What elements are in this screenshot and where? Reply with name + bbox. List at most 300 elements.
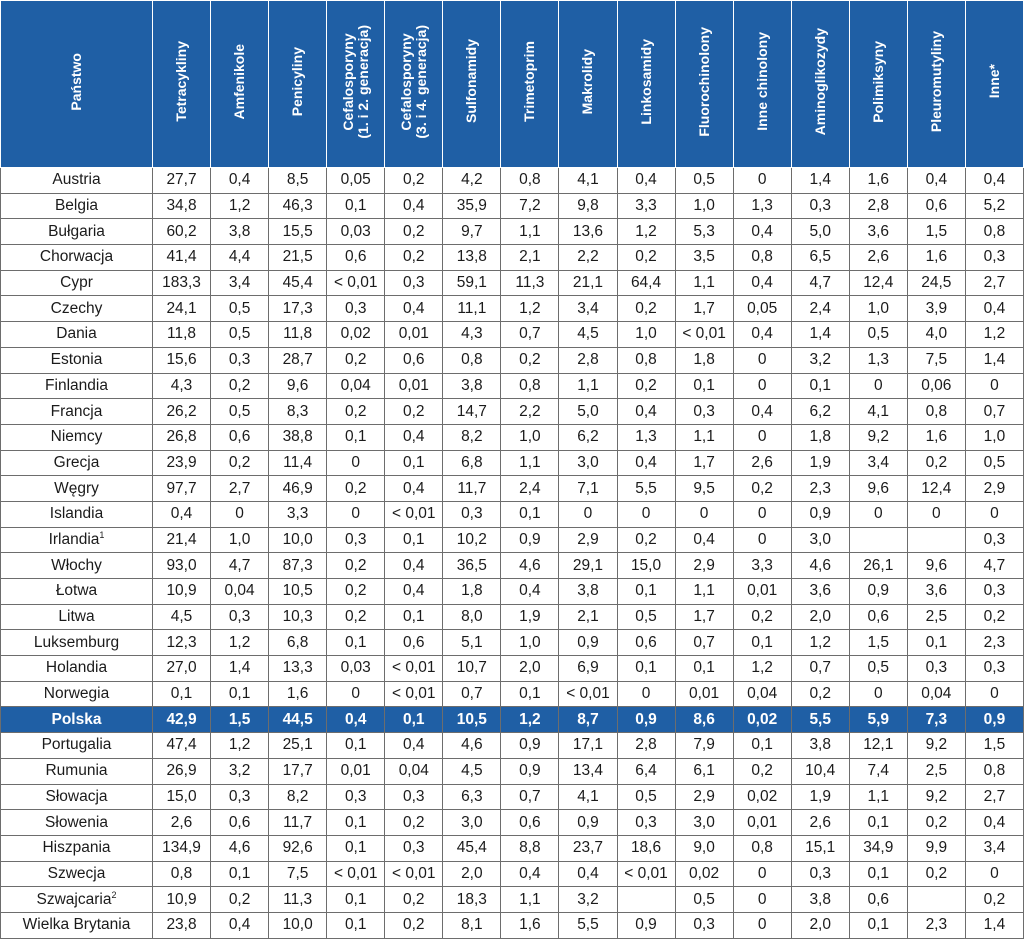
value-cell: 3,6: [849, 219, 907, 245]
value-cell: 3,3: [733, 553, 791, 579]
country-name: Niemcy: [50, 428, 103, 446]
country-cell: [1, 373, 153, 399]
table-row: [1, 476, 1024, 502]
column-header-label: Pleuromutyliny: [927, 30, 944, 133]
value-cell: 1,0: [849, 296, 907, 322]
value-cell: 0,8: [907, 399, 965, 425]
table-row: [1, 758, 1024, 784]
column-header-label: Sulfonamidy: [463, 39, 480, 124]
table-row: [1, 912, 1024, 938]
value-cell: 1,6: [269, 681, 327, 707]
country-name: Cypr: [60, 274, 93, 292]
value-cell: 11,8: [269, 322, 327, 348]
value-cell: 4,1: [849, 399, 907, 425]
value-cell: 1,0: [501, 630, 559, 656]
value-cell: 2,3: [907, 912, 965, 938]
value-cell: 28,7: [269, 347, 327, 373]
value-cell: 0,6: [849, 604, 907, 630]
value-cell: 0,3: [675, 399, 733, 425]
value-cell: 1,2: [733, 656, 791, 682]
value-cell: 0,4: [501, 579, 559, 605]
value-cell: 0,5: [617, 604, 675, 630]
country-name: Rumunia: [45, 762, 108, 780]
value-cell: 0,2: [733, 476, 791, 502]
value-cell: 4,4: [211, 245, 269, 271]
value-cell: 8,2: [443, 424, 501, 450]
value-cell: 7,1: [559, 476, 617, 502]
value-cell: 1,8: [791, 424, 849, 450]
value-cell: 0,5: [211, 399, 269, 425]
value-cell: 0,02: [327, 322, 385, 348]
value-cell: 0,2: [965, 887, 1023, 913]
value-cell: 0,9: [791, 501, 849, 527]
value-cell: 0,4: [153, 501, 211, 527]
country-cell: [1, 784, 153, 810]
value-cell: 0,5: [211, 322, 269, 348]
value-cell: < 0,01: [385, 656, 443, 682]
value-cell: 0,5: [849, 322, 907, 348]
value-cell: 4,6: [501, 553, 559, 579]
value-cell: 2,6: [849, 245, 907, 271]
value-cell: 8,8: [501, 835, 559, 861]
value-cell: 0: [675, 501, 733, 527]
table-row: [1, 630, 1024, 656]
value-cell: 3,3: [617, 193, 675, 219]
value-cell: 5,0: [791, 219, 849, 245]
value-cell: 15,0: [153, 784, 211, 810]
value-cell: 0: [327, 681, 385, 707]
value-cell: 1,4: [791, 322, 849, 348]
value-cell: 97,7: [153, 476, 211, 502]
value-cell: 0,8: [733, 245, 791, 271]
value-cell: 0,9: [849, 579, 907, 605]
value-cell: 0,9: [501, 527, 559, 553]
value-cell: 0,6: [385, 347, 443, 373]
value-cell: 15,5: [269, 219, 327, 245]
value-cell: 1,1: [675, 424, 733, 450]
country-cell: [1, 553, 153, 579]
value-cell: 0,2: [501, 347, 559, 373]
country-cell: [1, 861, 153, 887]
country-name: Estonia: [50, 351, 103, 369]
country-name: Irlandia: [48, 530, 100, 548]
country-cell: [1, 912, 153, 938]
value-cell: 0: [733, 373, 791, 399]
value-cell: 7,5: [269, 861, 327, 887]
value-cell: 13,8: [443, 245, 501, 271]
value-cell: 0: [849, 681, 907, 707]
header-row: [1, 1, 1024, 168]
value-cell: 21,1: [559, 270, 617, 296]
value-cell: 1,3: [733, 193, 791, 219]
value-cell: 183,3: [153, 270, 211, 296]
value-cell: 0,2: [327, 553, 385, 579]
value-cell: 0: [733, 912, 791, 938]
value-cell: 0,1: [675, 656, 733, 682]
value-cell: 0,3: [211, 784, 269, 810]
column-header: [733, 1, 791, 168]
value-cell: 0,1: [501, 681, 559, 707]
country-name: Szwajcaria: [36, 890, 112, 908]
column-header-label: Inne chinolony: [753, 32, 770, 131]
country-name: Finlandia: [45, 376, 108, 394]
value-cell: 0,7: [791, 656, 849, 682]
value-cell: 0,2: [327, 476, 385, 502]
value-cell: 0,1: [327, 835, 385, 861]
value-cell: 0,1: [733, 733, 791, 759]
value-cell: 0,2: [211, 450, 269, 476]
value-cell: 4,6: [791, 553, 849, 579]
value-cell: < 0,01: [675, 322, 733, 348]
value-cell: 0,04: [907, 681, 965, 707]
value-cell: 0,05: [733, 296, 791, 322]
value-cell: 27,7: [153, 168, 211, 194]
country-cell: [1, 835, 153, 861]
value-cell: 0,5: [617, 784, 675, 810]
country-cell: [1, 399, 153, 425]
value-cell: 6,2: [791, 399, 849, 425]
value-cell: 0,02: [675, 861, 733, 887]
value-cell: 0,7: [965, 399, 1023, 425]
value-cell: 0,3: [327, 527, 385, 553]
value-cell: 0,8: [501, 168, 559, 194]
value-cell: 0: [849, 501, 907, 527]
column-header-label: Tetracykliny: [173, 41, 190, 122]
country-cell: [1, 424, 153, 450]
value-cell: 5,5: [617, 476, 675, 502]
value-cell: 0,4: [385, 579, 443, 605]
column-header-label: Aminoglikozydy: [811, 27, 828, 136]
value-cell: 11,4: [269, 450, 327, 476]
value-cell: 17,7: [269, 758, 327, 784]
value-cell: 0: [849, 373, 907, 399]
value-cell: 0,4: [617, 399, 675, 425]
value-cell: 4,2: [443, 168, 501, 194]
value-cell: 0,5: [211, 296, 269, 322]
value-cell: 7,3: [907, 707, 965, 733]
value-cell: 3,8: [791, 733, 849, 759]
value-cell: 5,9: [849, 707, 907, 733]
country-cell: [1, 707, 153, 733]
table-row: [1, 322, 1024, 348]
value-cell: 0,6: [211, 810, 269, 836]
value-cell: 0,2: [617, 527, 675, 553]
value-cell: 1,0: [211, 527, 269, 553]
country-name: Bułgaria: [48, 222, 105, 240]
value-cell: 0,5: [965, 450, 1023, 476]
value-cell: 2,0: [501, 656, 559, 682]
value-cell: 1,0: [965, 424, 1023, 450]
value-cell: 1,8: [443, 579, 501, 605]
column-header: [849, 1, 907, 168]
value-cell: 1,5: [907, 219, 965, 245]
country-cell: [1, 270, 153, 296]
value-cell: 8,2: [269, 784, 327, 810]
value-cell: 0,4: [733, 270, 791, 296]
value-cell: 2,9: [559, 527, 617, 553]
value-cell: 0,6: [617, 630, 675, 656]
country-cell: [1, 579, 153, 605]
value-cell: 0,01: [385, 373, 443, 399]
value-cell: 0: [965, 501, 1023, 527]
footnote-marker: 1: [99, 529, 105, 540]
column-header-label: Penicyliny: [289, 46, 306, 117]
value-cell: 0: [617, 681, 675, 707]
country-name: Dania: [56, 325, 97, 343]
value-cell: 0,8: [617, 347, 675, 373]
value-cell: 3,8: [791, 887, 849, 913]
value-cell: 0,9: [559, 810, 617, 836]
value-cell: 6,2: [559, 424, 617, 450]
value-cell: 0,1: [153, 681, 211, 707]
value-cell: 1,3: [849, 347, 907, 373]
value-cell: 0,03: [327, 656, 385, 682]
value-cell: 8,3: [269, 399, 327, 425]
country-name: Belgia: [54, 197, 99, 215]
value-cell: 1,1: [501, 887, 559, 913]
value-cell: 1,1: [501, 219, 559, 245]
value-cell: [849, 527, 907, 553]
table-row: [1, 835, 1024, 861]
value-cell: 46,9: [269, 476, 327, 502]
table-body: [1, 168, 1024, 939]
value-cell: 0,2: [733, 604, 791, 630]
value-cell: 1,2: [211, 193, 269, 219]
value-cell: 35,9: [443, 193, 501, 219]
value-cell: 0,3: [965, 656, 1023, 682]
value-cell: 13,6: [559, 219, 617, 245]
value-cell: 9,5: [675, 476, 733, 502]
value-cell: 1,1: [559, 373, 617, 399]
column-header-label: Amfenikole: [231, 43, 248, 120]
table-row: [1, 604, 1024, 630]
value-cell: 0,4: [733, 399, 791, 425]
column-header: [385, 1, 443, 168]
country-name: Węgry: [54, 479, 99, 497]
value-cell: 1,6: [907, 245, 965, 271]
value-cell: 0,1: [327, 887, 385, 913]
value-cell: 0,1: [849, 810, 907, 836]
value-cell: 0,4: [501, 861, 559, 887]
value-cell: < 0,01: [327, 861, 385, 887]
value-cell: 2,9: [965, 476, 1023, 502]
value-cell: 46,3: [269, 193, 327, 219]
country-cell: [1, 296, 153, 322]
value-cell: 0: [327, 450, 385, 476]
value-cell: 0,3: [327, 296, 385, 322]
column-header-label: Cefalosporyny (3. i 4. generacja): [397, 24, 429, 139]
value-cell: [907, 527, 965, 553]
value-cell: 0,01: [327, 758, 385, 784]
value-cell: 1,2: [965, 322, 1023, 348]
value-cell: 3,4: [965, 835, 1023, 861]
value-cell: 3,6: [791, 579, 849, 605]
value-cell: 7,4: [849, 758, 907, 784]
country-cell: [1, 219, 153, 245]
value-cell: 4,3: [153, 373, 211, 399]
value-cell: 0,4: [385, 733, 443, 759]
value-cell: 9,2: [849, 424, 907, 450]
table-row: [1, 887, 1024, 913]
country-name: Austria: [52, 171, 101, 189]
value-cell: 10,9: [153, 579, 211, 605]
value-cell: 2,2: [501, 399, 559, 425]
value-cell: 0,6: [849, 887, 907, 913]
column-header: [501, 1, 559, 168]
value-cell: 7,9: [675, 733, 733, 759]
value-cell: 2,3: [965, 630, 1023, 656]
value-cell: 4,7: [791, 270, 849, 296]
value-cell: 1,2: [501, 707, 559, 733]
value-cell: 2,7: [211, 476, 269, 502]
value-cell: 0,2: [385, 219, 443, 245]
value-cell: 1,8: [675, 347, 733, 373]
value-cell: 3,0: [791, 527, 849, 553]
value-cell: 5,0: [559, 399, 617, 425]
column-header-country: [1, 1, 153, 168]
column-header-label: Fluorochinolony: [695, 26, 712, 137]
value-cell: 0,1: [211, 861, 269, 887]
value-cell: 0,3: [385, 835, 443, 861]
value-cell: 0: [733, 527, 791, 553]
value-cell: 1,7: [675, 604, 733, 630]
value-cell: 0,9: [617, 912, 675, 938]
value-cell: 0,2: [385, 168, 443, 194]
value-cell: 0,9: [501, 758, 559, 784]
value-cell: 0,2: [907, 810, 965, 836]
value-cell: 2,9: [675, 784, 733, 810]
value-cell: 0,02: [733, 784, 791, 810]
value-cell: 2,8: [617, 733, 675, 759]
value-cell: 0,1: [385, 527, 443, 553]
value-cell: 0,2: [617, 373, 675, 399]
table-row: [1, 373, 1024, 399]
country-cell: [1, 527, 153, 553]
value-cell: 0,1: [733, 630, 791, 656]
value-cell: 1,1: [849, 784, 907, 810]
value-cell: 2,6: [791, 810, 849, 836]
country-name: Norwegia: [43, 685, 110, 703]
value-cell: 0,9: [617, 707, 675, 733]
value-cell: 0,9: [965, 707, 1023, 733]
value-cell: 0,5: [675, 168, 733, 194]
value-cell: 0: [733, 887, 791, 913]
value-cell: 2,3: [791, 476, 849, 502]
value-cell: 13,4: [559, 758, 617, 784]
column-header: [617, 1, 675, 168]
value-cell: 3,4: [849, 450, 907, 476]
value-cell: 41,4: [153, 245, 211, 271]
value-cell: 0: [733, 168, 791, 194]
country-name: Słowenia: [45, 813, 108, 831]
value-cell: 0,2: [617, 296, 675, 322]
country-cell: [1, 810, 153, 836]
value-cell: 4,7: [211, 553, 269, 579]
value-cell: 0,4: [675, 527, 733, 553]
column-header-label: Polimiksyny: [869, 40, 886, 123]
value-cell: 0,1: [791, 373, 849, 399]
value-cell: 6,3: [443, 784, 501, 810]
value-cell: 0,3: [443, 501, 501, 527]
value-cell: 0,1: [327, 733, 385, 759]
value-cell: 12,1: [849, 733, 907, 759]
value-cell: 0,3: [211, 604, 269, 630]
value-cell: 0,6: [385, 630, 443, 656]
table-row: [1, 399, 1024, 425]
value-cell: 4,3: [443, 322, 501, 348]
value-cell: 0,1: [327, 912, 385, 938]
value-cell: 26,2: [153, 399, 211, 425]
value-cell: 8,7: [559, 707, 617, 733]
value-cell: 0,2: [327, 579, 385, 605]
value-cell: 1,6: [849, 168, 907, 194]
table-row: [1, 733, 1024, 759]
value-cell: 2,7: [965, 784, 1023, 810]
value-cell: 3,2: [559, 887, 617, 913]
value-cell: 7,5: [907, 347, 965, 373]
table-row: [1, 579, 1024, 605]
country-name: Litwa: [58, 608, 95, 626]
value-cell: 9,0: [675, 835, 733, 861]
value-cell: 9,6: [907, 553, 965, 579]
table-row: [1, 501, 1024, 527]
value-cell: 1,0: [675, 193, 733, 219]
value-cell: 2,5: [907, 758, 965, 784]
value-cell: 0,7: [675, 630, 733, 656]
country-name: Słowacja: [45, 787, 108, 805]
value-cell: 10,0: [269, 912, 327, 938]
value-cell: 64,4: [617, 270, 675, 296]
country-cell: [1, 656, 153, 682]
value-cell: 60,2: [153, 219, 211, 245]
value-cell: 24,5: [907, 270, 965, 296]
value-cell: 1,6: [501, 912, 559, 938]
value-cell: 3,5: [675, 245, 733, 271]
value-cell: < 0,01: [385, 681, 443, 707]
value-cell: 8,6: [675, 707, 733, 733]
value-cell: 8,1: [443, 912, 501, 938]
column-header: [269, 1, 327, 168]
value-cell: 15,0: [617, 553, 675, 579]
value-cell: 45,4: [443, 835, 501, 861]
value-cell: 0,4: [965, 810, 1023, 836]
value-cell: 93,0: [153, 553, 211, 579]
value-cell: 10,2: [443, 527, 501, 553]
value-cell: 9,2: [907, 784, 965, 810]
value-cell: 11,8: [153, 322, 211, 348]
value-cell: 2,4: [501, 476, 559, 502]
value-cell: 26,9: [153, 758, 211, 784]
value-cell: 12,4: [849, 270, 907, 296]
value-cell: 0,5: [849, 656, 907, 682]
value-cell: 0,7: [501, 784, 559, 810]
value-cell: 59,1: [443, 270, 501, 296]
value-cell: 17,1: [559, 733, 617, 759]
value-cell: 0,1: [385, 707, 443, 733]
value-cell: 1,4: [211, 656, 269, 682]
value-cell: [907, 887, 965, 913]
value-cell: 1,4: [965, 912, 1023, 938]
value-cell: 5,5: [791, 707, 849, 733]
value-cell: 18,6: [617, 835, 675, 861]
table-row: [1, 347, 1024, 373]
value-cell: 2,1: [501, 245, 559, 271]
value-cell: 0,3: [791, 861, 849, 887]
column-header: [327, 1, 385, 168]
country-name: Chorwacja: [39, 248, 114, 266]
value-cell: 38,8: [269, 424, 327, 450]
value-cell: 87,3: [269, 553, 327, 579]
